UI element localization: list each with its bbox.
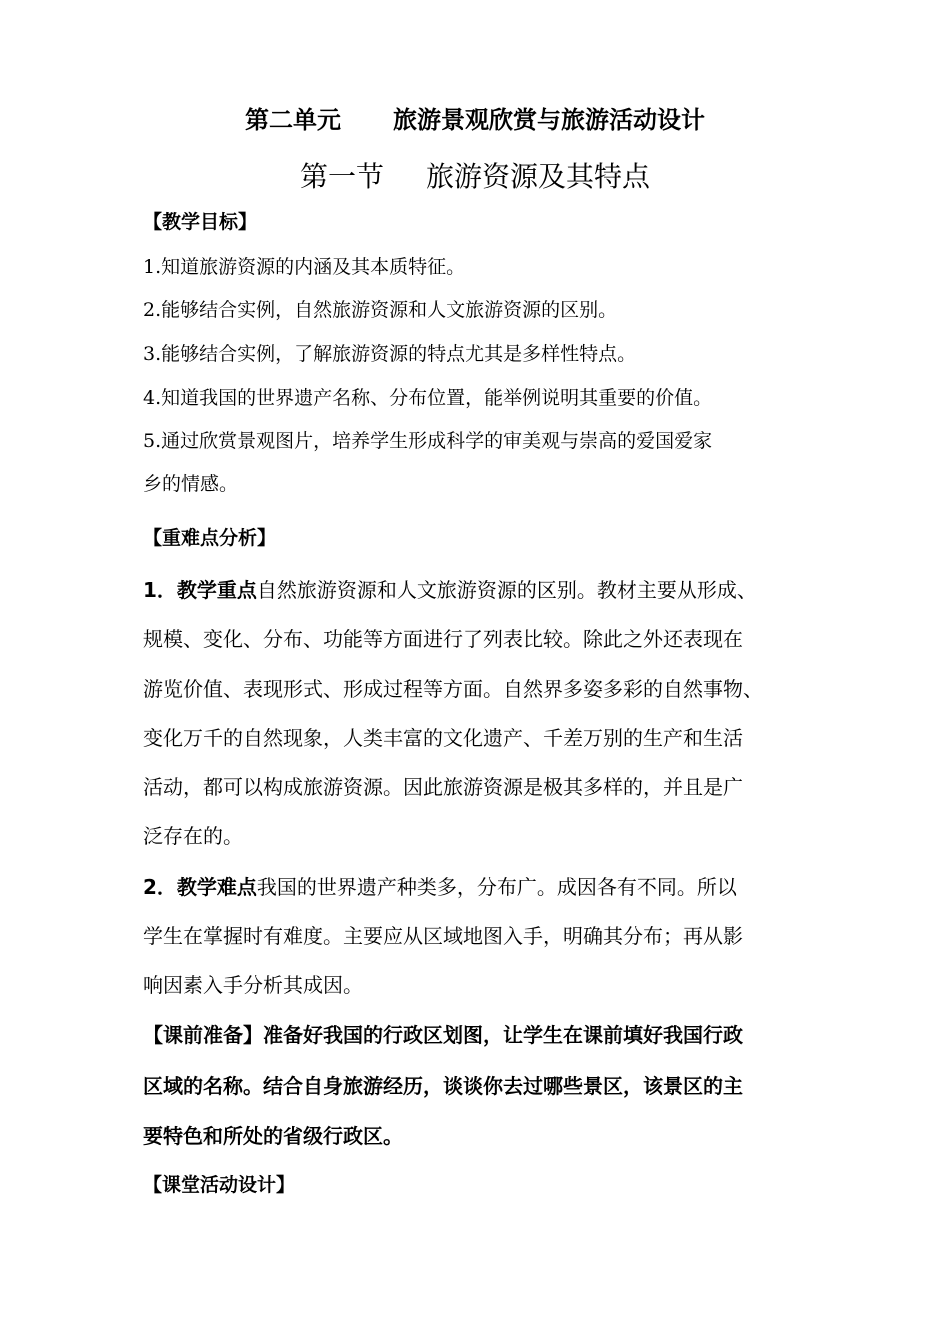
preparation-line: 区域的名称。结合自身旅游经历，谈谈你去过哪些景区，该景区的主 (143, 1074, 743, 1098)
focus-paragraph-line: 变化万千的自然现象，人类丰富的文化遗产、千差万别的生产和生活 (143, 726, 743, 750)
objective-line: 1.知道旅游资源的内涵及其本质特征。 (143, 256, 466, 278)
unit-name: 旅游景观欣赏与旅游活动设计 (393, 106, 705, 134)
difficulty-paragraph-line: 响因素入手分析其成因。 (143, 973, 363, 997)
unit-number: 第二单元 (245, 106, 341, 134)
objectives-heading: 【教学目标】 (143, 211, 258, 233)
focus-paragraph-line: 活动，都可以构成旅游资源。因此旅游资源是极其多样的，并且是广 (143, 775, 743, 799)
objective-line: 3.能够结合实例，了解旅游资源的特点尤其是多样性特点。 (143, 343, 637, 365)
focus-label: 1．教学重点 (143, 578, 257, 602)
section-number: 第一节 (299, 160, 384, 193)
difficulty-label: 2．教学难点 (143, 875, 257, 899)
objective-line: 2.能够结合实例，自然旅游资源和人文旅游资源的区别。 (143, 299, 618, 321)
section-title (0, 155, 950, 195)
key-points-heading: 【重难点分析】 (143, 527, 277, 549)
preparation-heading: 【课前准备】 (143, 1023, 263, 1047)
focus-paragraph-line: 规模、变化、分布、功能等方面进行了列表比较。除此之外还表现在 (143, 627, 743, 651)
section-name: 旅游资源及其特点 (426, 160, 651, 193)
focus-paragraph-line: 1．教学重点自然旅游资源和人文旅游资源的区别。教材主要从形成、 (143, 578, 757, 602)
focus-paragraph-line: 泛存在的。 (143, 824, 243, 848)
objective-line: 乡的情感。 (143, 473, 239, 495)
activity-heading: 【课堂活动设计】 (143, 1174, 296, 1196)
preparation-line: 要特色和所处的省级行政区。 (143, 1124, 403, 1148)
preparation-line: 【课前准备】准备好我国的行政区划图，让学生在课前填好我国行政 (143, 1023, 743, 1047)
focus-paragraph-line: 游览价值、表现形式、形成过程等方面。自然界多姿多彩的自然事物、 (143, 677, 763, 701)
objective-line: 5.通过欣赏景观图片，培养学生形成科学的审美观与崇高的爱国爱家 (143, 430, 713, 452)
objective-line: 4.知道我国的世界遗产名称、分布位置，能举例说明其重要的价值。 (143, 387, 713, 409)
difficulty-paragraph-line: 学生在掌握时有难度。主要应从区域地图入手，明确其分布；再从影 (143, 924, 743, 948)
difficulty-paragraph-line: 2．教学难点我国的世界遗产种类多，分布广。成因各有不同。所以 (143, 875, 737, 899)
unit-title (0, 100, 950, 135)
